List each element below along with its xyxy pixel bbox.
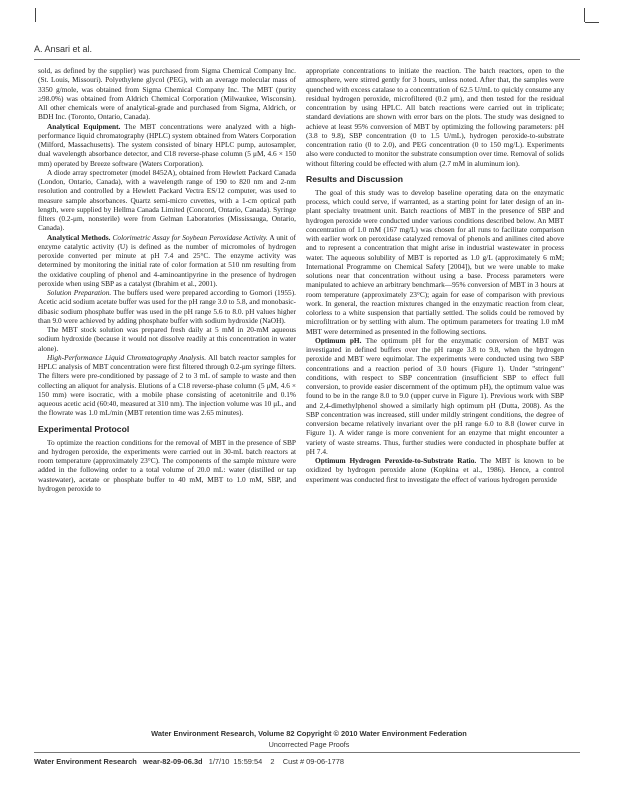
crop-mark-top-right-horizontal <box>585 22 599 23</box>
header-rule <box>34 59 580 60</box>
analytical-equipment-runin: Analytical Equipment. <box>47 121 121 131</box>
spectrometer-paragraph: A diode array spectrometer (model 8452A), obtained from Hewlett Packard Canada (London, Ontario, Canada), with a wavelength range of 190 to 820 nm and 2-nm resolution and controlled by a Hewlett Packard Vectra ES/12 computer, was used to measure sample absorbances. Quartz semi-micro cuvettes, with a 1-cm optical path length, were supplied by Hellma Canada Limited (Concord, Ontario, Canada). Syringe filters (0.2-μm, nonsterile) were from Gelman Laboratories (Mississauga, Ontario, Canada). <box>38 167 296 233</box>
study-goal-paragraph: The goal of this study was to develop baseline operating data on the enzymatic process, which could serve, if warranted, as a starting point for later design of an in-plant specialty treatment unit. Batch reactions of MBT in the presence of SBP and hydrogen peroxide were conducted under various conditions described below. An MBT concentration of 1.0 mM (167 mg/L) was chosen for all runs to facilitate comparison with earlier work on peroxidase catalyzed removal of phenols and anilines cited above and to represent a concentration that might arise in industrial wastewater in process water. The aqueous solubility of MBT is reported as 1.0 g/L (approximately 6 mM; International Programme on Chemical Safety [2004]), but we were unable to make solutions near that concentration without using a base. Process parameters were manipulated to achieve an arbitrary benchmark—95% conversion of MBT in 3 hours at room temperature (approximately 23°C); again for ease of comparison with previous work. In general, the reaction mixtures changed in the enzymatic reaction from clear, colorless to a white suspension that partially settled. The solids could be removed by microfiltration or by settling with alum. The optimum parameters for treating 1.0 mM MBT were determined as presented in the following sections. <box>306 187 564 336</box>
solution-preparation-paragraph <box>38 288 296 325</box>
slug-time: 15:59:54 <box>233 757 263 766</box>
optimum-ph-paragraph <box>306 336 564 456</box>
right-column <box>306 66 564 484</box>
crop-mark-top-right-vertical <box>584 8 585 22</box>
experimental-protocol-heading: Experimental Protocol <box>38 423 130 434</box>
slug-journal: Water Environment Research <box>34 757 137 766</box>
peroxide-ratio-runin: Optimum Hydrogen Peroxide-to-Substrate Ratio. <box>315 456 477 465</box>
experimental-protocol-paragraph: To optimize the reaction conditions for the removal of MBT in the presence of SBP and hydrogen peroxide, the experiments were carried out in 30-mL batch reactors at room temperature (approximately 23°C). The components of the sample mixture were added in the following order to a total volume of 20.0 mL: water (distilled or tap wastewater), acetate or phosphate buffer to 40 mM, MBT to 1.0 mM, SBP, and hydrogen peroxide to <box>38 437 296 493</box>
solution-preparation-text: The buffers used were prepared according to Gomori (1955). Acetic acid sodium acetate buffer was used for the pH range 3.0 to 5.8, and monobasic-dibasic sodium phosphate buffer was used in the pH range 5.6 to 8.0. pH values higher than 9.0 were achieved by adding phosphate buffer with sodium hydroxide (NaOH). <box>38 288 297 325</box>
colorimetric-assay-subhead: Colorimetric Assay for Soybean Peroxidase Activity. <box>110 232 268 242</box>
protocol-continued-paragraph: appropriate concentrations to initiate the reaction. The batch reactors, open to the atmosphere, were stirred gently for 3 hours, unless noted. After that, the samples were quenched with excess catalase to a concentration of 62.5 U/mL to quickly consume any residual hydrogen peroxide, microfiltered (0.2 μm), and then tested for the residual concentration by using HPLC. All batch reactions were carried out in triplicate; standard deviations are shown with error bars on the plots. The study was designed to achieve at least 95% conversion of MBT by optimizing the following parameters: pH (3.8 to 9.8), SBP concentration (0 to 1.5 U/mL), hydrogen peroxide-to-substrate concentration ratio (0 to 2.0), and PEG concentration (0 to 150 mg/L). Experiments also were conducted to monitor the substrate consumption over time. Removal of solids without filtering could be effected with alum (2.7 mM in aluminum ion). <box>306 66 564 168</box>
slug-date: 1/7/10 <box>208 757 230 766</box>
mbt-stock-paragraph: The MBT stock solution was prepared fresh daily at 5 mM in 20-mM aqueous sodium hydroxide (because it would not dissolve readily at this concentration in water alone). <box>38 325 296 353</box>
peroxide-ratio-text: The MBT is known to be oxidized by hydrogen peroxide alone (Kopkina et al., 1986). Hence, a control experiment was conducted first to investigate the effect of various hydrogen peroxide <box>306 456 564 484</box>
results-discussion-heading: Results and Discussion <box>306 173 403 184</box>
slug-page: 2 <box>270 757 275 766</box>
peroxide-ratio-paragraph <box>306 456 564 484</box>
hplc-analysis-paragraph <box>38 353 296 418</box>
crop-mark-top-left <box>35 8 36 22</box>
left-column <box>38 66 296 493</box>
materials-paragraph: sold, as defined by the supplier) was purchased from Sigma Chemical Company Inc. (St. Louis, Missouri). Polyethylene glycol (PEG), with an average molecular mass of 3350 g/mole, was obtained from Sigma Chemical Company Inc. The MBT (purity ≥98.0%) was obtained from Aldrich Chemical Corporation (Milwaukee, Wisconsin). All other chemicals were of analytical-grade and purchased from Sigma, Aldrich, or BDH Inc. (Toronto, Ontario, Canada). <box>38 66 296 122</box>
analytical-methods-runin: Analytical Methods. <box>47 232 111 242</box>
analytical-equipment-paragraph <box>38 122 296 168</box>
optimum-ph-runin: Optimum pH. <box>315 335 362 345</box>
footer-journal-line: Water Environment Research, Volume 82 Copyright © 2010 Water Environment Federation <box>151 729 467 738</box>
footer-proofs-line: Uncorrected Page Proofs <box>268 740 350 749</box>
analytical-equipment-text: The MBT concentrations were analyzed with a high-performance liquid chromatography (HPLC) system obtained from Waters Corporation (Milford, Massachusetts). The system consisted of binary HPLC pump, autosampler, dual wavelength absorbance detector, and C18 reverse-phase column (5 μM, 4.6 × 150 mm) operated by Breeze software (Waters Corporation). <box>38 121 296 168</box>
hplc-analysis-subhead: High-Performance Liquid Chromatography Analysis. <box>47 352 207 362</box>
analytical-methods-paragraph <box>38 233 296 289</box>
solution-preparation-subhead: Solution Preparation. <box>47 288 112 297</box>
hplc-analysis-text: All batch reactor samples for HPLC analysis of MBT concentration were first filtered through 0.2-μm syringe filters. The filters were pre-conditioned by passage of 2 to 3 mL of sample to waste and then collecting an aliquot for analysis. Elutions of a C18 reverse-phase column (5 μM, 4.6 × 150 mm) were isocratic, with a mobile phase consisting of acetonitrile and 0.1% aqueous acetic acid (60:40, measured at 310 nm). The injection volume was 10 μL, and the flowrate was 1.0 mL/min (MBT retention time was 2.65 minutes). <box>38 352 296 418</box>
slug-cust: Cust # 09-06-1778 <box>282 757 344 766</box>
colorimetric-assay-text: A unit of enzyme catalytic activity (U) is defined as the number of micromoles of hydrogen peroxide converted per minute at pH 7.4 and 25°C. The enzyme activity was determined by monitoring the initial rate of color formation at 510 nm resulting from the oxidative coupling of phenol and 4-aminoantipyrine in the presence of hydrogen peroxide when using SBP as a catalyst (Ibrahim et al., 2001). <box>38 232 296 288</box>
slug-file: wear-82-09-06.3d <box>143 757 203 766</box>
optimum-ph-text: The optimum pH for the enzymatic conversion of MBT was investigated in defined buffers over the pH range 3.8 to 9.8, when the hydrogen peroxide and MBT were equimolar. The experiments were conducted using two SBP concentrations and a reaction period of 3.0 hours (Figure 1). Under "stringent" conditions, with respect to SBP concentration (insufficient SBP to effect full conversion, to provide easier discernment of the optimum pH), the optimum value was found to be in the range 8.0 to 9.0 (upper curve in Figure 1). Previous work with SBP and 2,4-dimethylphenol showed a similarly high optimum pH (Dutta, 2008). As the SBP concentration was increased, still under mildly stringent conditions, the degree of conversion became relatively invariant over the pH range 6.0 to 8.8 (lower curve in Figure 1). A wider range is more convenient for an enzyme that might encounter a variety of waste streams. Thus, further studies were conducted in phosphate buffer at pH 7.4. <box>306 335 564 456</box>
running-head-author: A. Ansari et al. <box>34 44 93 54</box>
footer-rule <box>34 752 580 753</box>
footer-slug-line <box>34 757 344 766</box>
